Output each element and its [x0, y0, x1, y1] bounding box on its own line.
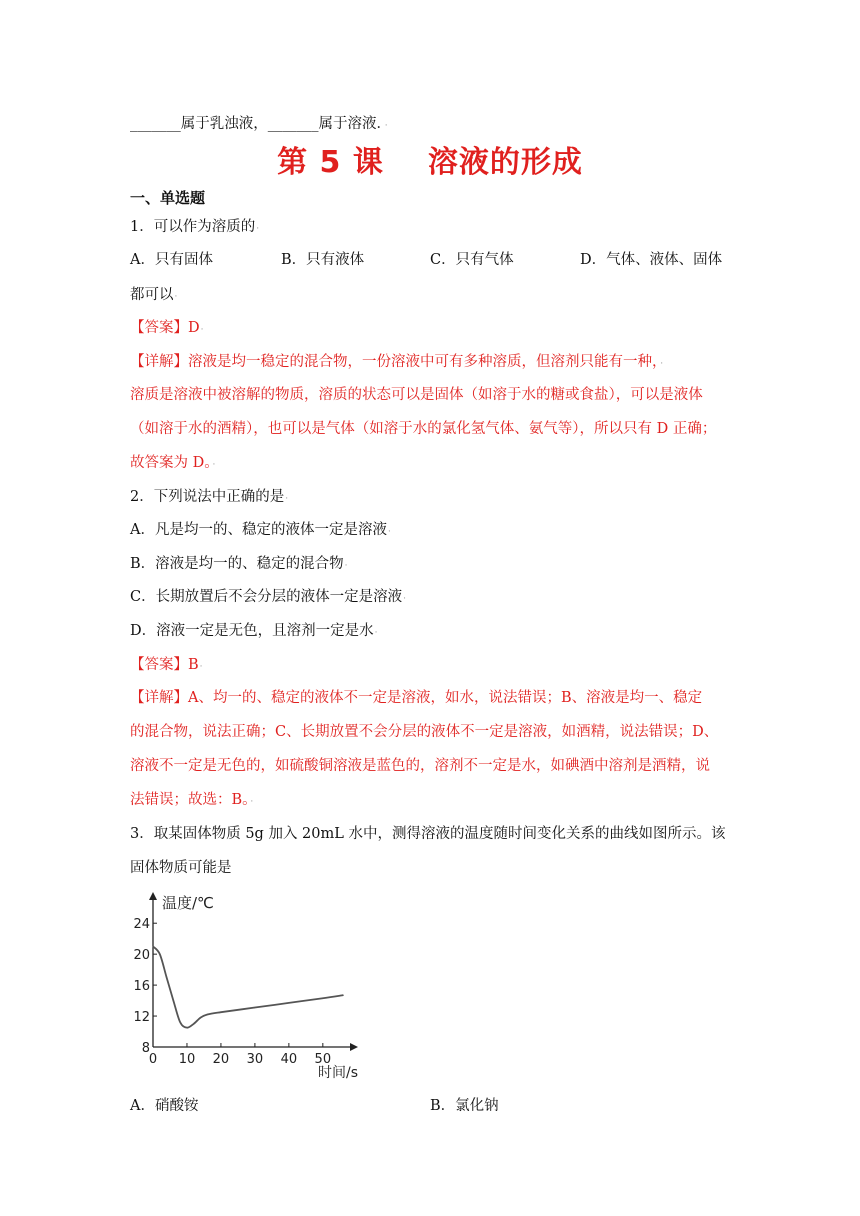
q2-option-c: C．长期放置后不会分层的液体一定是溶液·	[130, 589, 406, 605]
lesson-name: 溶液的形成	[427, 145, 583, 180]
x-tick-label: 40	[280, 1052, 298, 1067]
q1-detail-line-2: 溶质是溶液中被溶解的物质，溶质的状态可以是固体（如溶于水的糖或食盐），可以是液体	[130, 387, 703, 403]
data-point	[180, 1022, 181, 1023]
y-axis-label: 温度/℃	[162, 894, 214, 912]
data-point	[173, 1000, 174, 1001]
chart-series	[152, 946, 343, 1028]
q1-answer: 【答案】D·	[130, 320, 204, 336]
y-tick-label: 24	[133, 917, 150, 933]
y-axis-arrow	[149, 892, 157, 900]
q1-stem: 1．可以作为溶质的·	[130, 219, 260, 235]
x-axis-arrow	[350, 1043, 358, 1051]
q2-option-b: B．溶液是均一的、稳定的混合物·	[130, 556, 348, 572]
data-point	[186, 1027, 187, 1028]
q2-detail-line-2: 的混合物，说法正确；C、长期放置不会分层的液体不一定是溶液，如酒精，说法错误；D、	[130, 724, 719, 740]
section-heading: 一、单选题	[130, 189, 206, 207]
q3-stem-line-1: 3．取某固体物质 5g 加入 20mL 水中，测得溶液的温度随时间变化关系的曲线如图所示。该	[130, 826, 726, 842]
q3-stem-line-2: 固体物质可能是	[130, 860, 232, 876]
q2-answer: 【答案】B·	[130, 657, 203, 673]
q2-detail-line-3: 溶液不一定是无色的，如硫酸铜溶液是蓝色的，溶剂不一定是水，如碘酒中溶剂是酒精，说	[130, 758, 710, 774]
q2-option-a: A．凡是均一的、稳定的液体一定是溶液·	[130, 522, 391, 538]
y-tick-label: 20	[133, 948, 150, 964]
lesson-title	[0, 137, 860, 181]
data-point	[254, 1007, 255, 1008]
q2-stem: 2．下列说法中正确的是·	[130, 489, 289, 505]
q1-option-d: D．气体、液体、固体	[580, 252, 723, 268]
chart-axes	[149, 892, 358, 1051]
data-point	[220, 1012, 221, 1013]
temperature-curve	[153, 946, 343, 1027]
q2-detail-line-4: 法错误；故选：B。·	[130, 792, 254, 808]
fill-blank-line: _______属于乳浊液，_______属于溶液．·	[130, 116, 388, 132]
q1-option-d-cont: 都可以·	[130, 287, 178, 303]
q1-detail-line-1: 【详解】溶液是均一稳定的混合物，一份溶液中可有多种溶质，但溶剂只能有一种，·	[130, 354, 664, 370]
q2-detail-label: 【详解】	[130, 690, 188, 706]
data-point	[322, 998, 323, 999]
x-tick-label: 30	[246, 1052, 264, 1067]
q1-detail-label: 【详解】	[130, 354, 188, 370]
data-point	[343, 995, 344, 996]
x-axis-label: 时间/s	[317, 1065, 359, 1081]
q1-detail-line-3: （如溶于水的酒精），也可以是气体（如溶于水的氯化氢气体、氨气等），所以只有 D 正确；	[130, 421, 717, 437]
q2-option-d: D．溶液一定是无色，且溶剂一定是水·	[130, 623, 378, 639]
x-tick-label: 20	[212, 1052, 230, 1067]
temperature-time-chart	[128, 882, 360, 1082]
q3-option-a: A．硝酸铵	[130, 1098, 199, 1114]
q1-option-b: B．只有液体	[281, 252, 365, 268]
x-tick-label: 50	[314, 1052, 332, 1067]
data-point	[159, 954, 160, 955]
q1-detail-line-4: 故答案为 D。·	[130, 455, 216, 471]
data-point	[207, 1014, 208, 1015]
q1-option-a: A．只有固体	[130, 252, 213, 268]
data-point	[193, 1023, 194, 1024]
y-tick-label: 12	[133, 1010, 150, 1026]
data-point	[152, 946, 153, 947]
y-tick-label: 16	[133, 979, 150, 995]
q2-detail-line-1: 【详解】A、均一的、稳定的液体不一定是溶液，如水，说法错误；B、溶液是均一、稳定	[130, 690, 703, 706]
x-tick-label: 10	[178, 1052, 196, 1067]
y-tick-label: 8	[141, 1041, 150, 1056]
q1-option-c: C．只有气体	[430, 252, 514, 268]
data-point	[200, 1017, 201, 1018]
data-point	[166, 977, 167, 978]
lesson-number: 第 5 课	[277, 145, 384, 180]
x-tick-label: 0	[148, 1052, 158, 1067]
q3-option-b: B．氯化钠	[430, 1098, 499, 1114]
data-point	[288, 1002, 289, 1003]
chart-ticks	[133, 917, 331, 1067]
